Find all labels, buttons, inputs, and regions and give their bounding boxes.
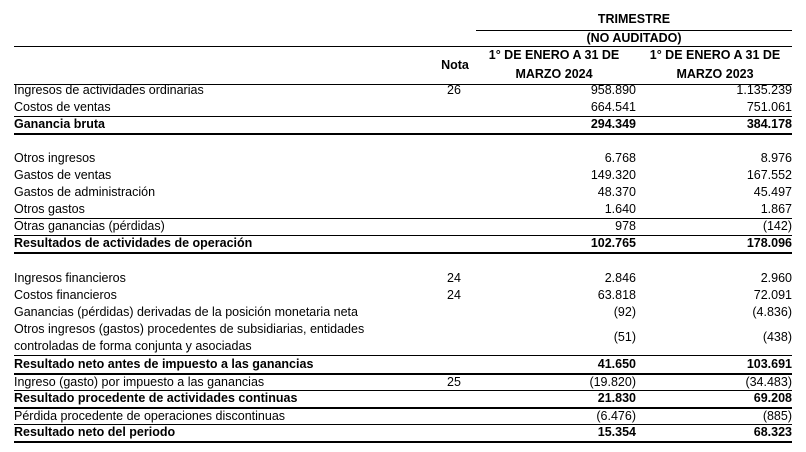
row-label: Otros gastos [14, 202, 85, 216]
row-value-2024: 21.830 [597, 391, 636, 405]
row-label: Otros ingresos (gastos) procedentes de subsidiarias, entidades controladas de forma conjunta y asociadas [14, 322, 365, 353]
row-value-2023: 72.091 [753, 288, 792, 302]
row-label: Ingresos financieros [14, 271, 126, 285]
row-value-2023: 178.096 [746, 236, 792, 250]
table-row [14, 184, 792, 201]
table-row-total [14, 116, 792, 133]
row-value-2024: (6.476) [596, 409, 636, 423]
row-value-2024: 15.354 [597, 425, 636, 439]
column-2023-header-line2: MARZO 2023 [676, 67, 754, 81]
row-value-2024: 63.818 [597, 288, 636, 302]
table-row [14, 374, 792, 391]
row-label: Pérdida procedente de operaciones discontinuas [14, 409, 286, 423]
row-label: Costos de ventas [14, 100, 111, 114]
row-value-2023: 103.691 [746, 357, 792, 371]
table-row [14, 270, 792, 287]
row-value-2023: 8.976 [760, 151, 792, 165]
table-row [14, 167, 792, 184]
row-label: Ingresos de actividades ordinarias [14, 83, 204, 97]
row-label: Ganancias (pérdidas) derivadas de la posición monetaria neta [14, 305, 358, 319]
table-row [14, 201, 792, 218]
row-label: Resultados de actividades de operación [14, 236, 253, 250]
row-note: 24 [447, 271, 461, 285]
row-value-2023: 68.323 [753, 425, 792, 439]
row-value-2024: 41.650 [597, 357, 636, 371]
table-row [14, 321, 792, 355]
row-note: 25 [447, 375, 461, 389]
row-value-2023: 1.867 [760, 202, 792, 216]
divider [14, 252, 792, 254]
row-label: Gastos de administración [14, 185, 156, 199]
table-row [14, 82, 792, 99]
audit-heading: (NO AUDITADO) [586, 31, 682, 45]
row-value-2023: (885) [762, 409, 792, 423]
row-label: Otras ganancias (pérdidas) [14, 219, 165, 233]
row-value-2023: 384.178 [746, 117, 792, 131]
row-label: Otros ingresos [14, 151, 96, 165]
row-value-2024: 2.846 [604, 271, 636, 285]
column-2024-header-line1: 1° DE ENERO A 31 DE [488, 48, 620, 62]
row-value-2024: 48.370 [597, 185, 636, 199]
row-value-2023: (142) [762, 219, 792, 233]
row-value-2024: 102.765 [590, 236, 636, 250]
row-label: Resultado neto antes de impuesto a las ganancias [14, 357, 314, 371]
row-value-2023: 751.061 [746, 100, 792, 114]
row-label: Resultado procedente de actividades continuas [14, 391, 298, 405]
row-note: 24 [447, 288, 461, 302]
table-row-total [14, 390, 792, 407]
column-2024-header [478, 46, 630, 84]
row-value-2023: (4.836) [752, 305, 792, 319]
row-label: Ganancia bruta [14, 117, 105, 131]
row-value-2023: 69.208 [753, 391, 792, 405]
row-value-2024: (19.820) [589, 375, 636, 389]
row-value-2024: 1.640 [604, 202, 636, 216]
row-value-2023: 45.497 [753, 185, 792, 199]
divider [14, 441, 792, 443]
row-value-2023: (34.483) [745, 375, 792, 389]
row-value-2023: (438) [762, 330, 792, 344]
table-row [14, 218, 792, 235]
row-value-2024: (92) [613, 305, 636, 319]
row-note: 26 [447, 83, 461, 97]
row-value-2024: 978 [615, 219, 636, 233]
row-value-2023: 2.960 [760, 271, 792, 285]
divider [14, 133, 792, 135]
row-value-2024: 6.768 [604, 151, 636, 165]
table-row [14, 287, 792, 304]
table-row [14, 99, 792, 116]
row-value-2023: 1.135.239 [736, 83, 792, 97]
row-value-2024: 664.541 [590, 100, 636, 114]
row-value-2023: 167.552 [746, 168, 792, 182]
row-value-2024: 149.320 [590, 168, 636, 182]
table-row [14, 304, 792, 321]
row-value-2024: 958.890 [590, 83, 636, 97]
row-label: Resultado neto del periodo [14, 425, 176, 439]
column-2024-header-line2: MARZO 2024 [515, 67, 593, 81]
row-label: Costos financieros [14, 288, 117, 302]
table-row [14, 150, 792, 167]
table-row [14, 408, 792, 425]
row-label: Gastos de ventas [14, 168, 112, 182]
row-value-2024: (51) [613, 330, 636, 344]
table-row-total [14, 424, 792, 441]
table-row-total [14, 235, 792, 252]
column-2023-header-line1: 1° DE ENERO A 31 DE [649, 48, 781, 62]
period-heading: TRIMESTRE [597, 12, 671, 26]
row-label: Ingreso (gasto) por impuesto a las ganancias [14, 375, 265, 389]
note-column-header: Nota [441, 58, 469, 72]
column-2023-header [638, 46, 792, 84]
row-value-2024: 294.349 [590, 117, 636, 131]
table-row-total [14, 356, 792, 373]
